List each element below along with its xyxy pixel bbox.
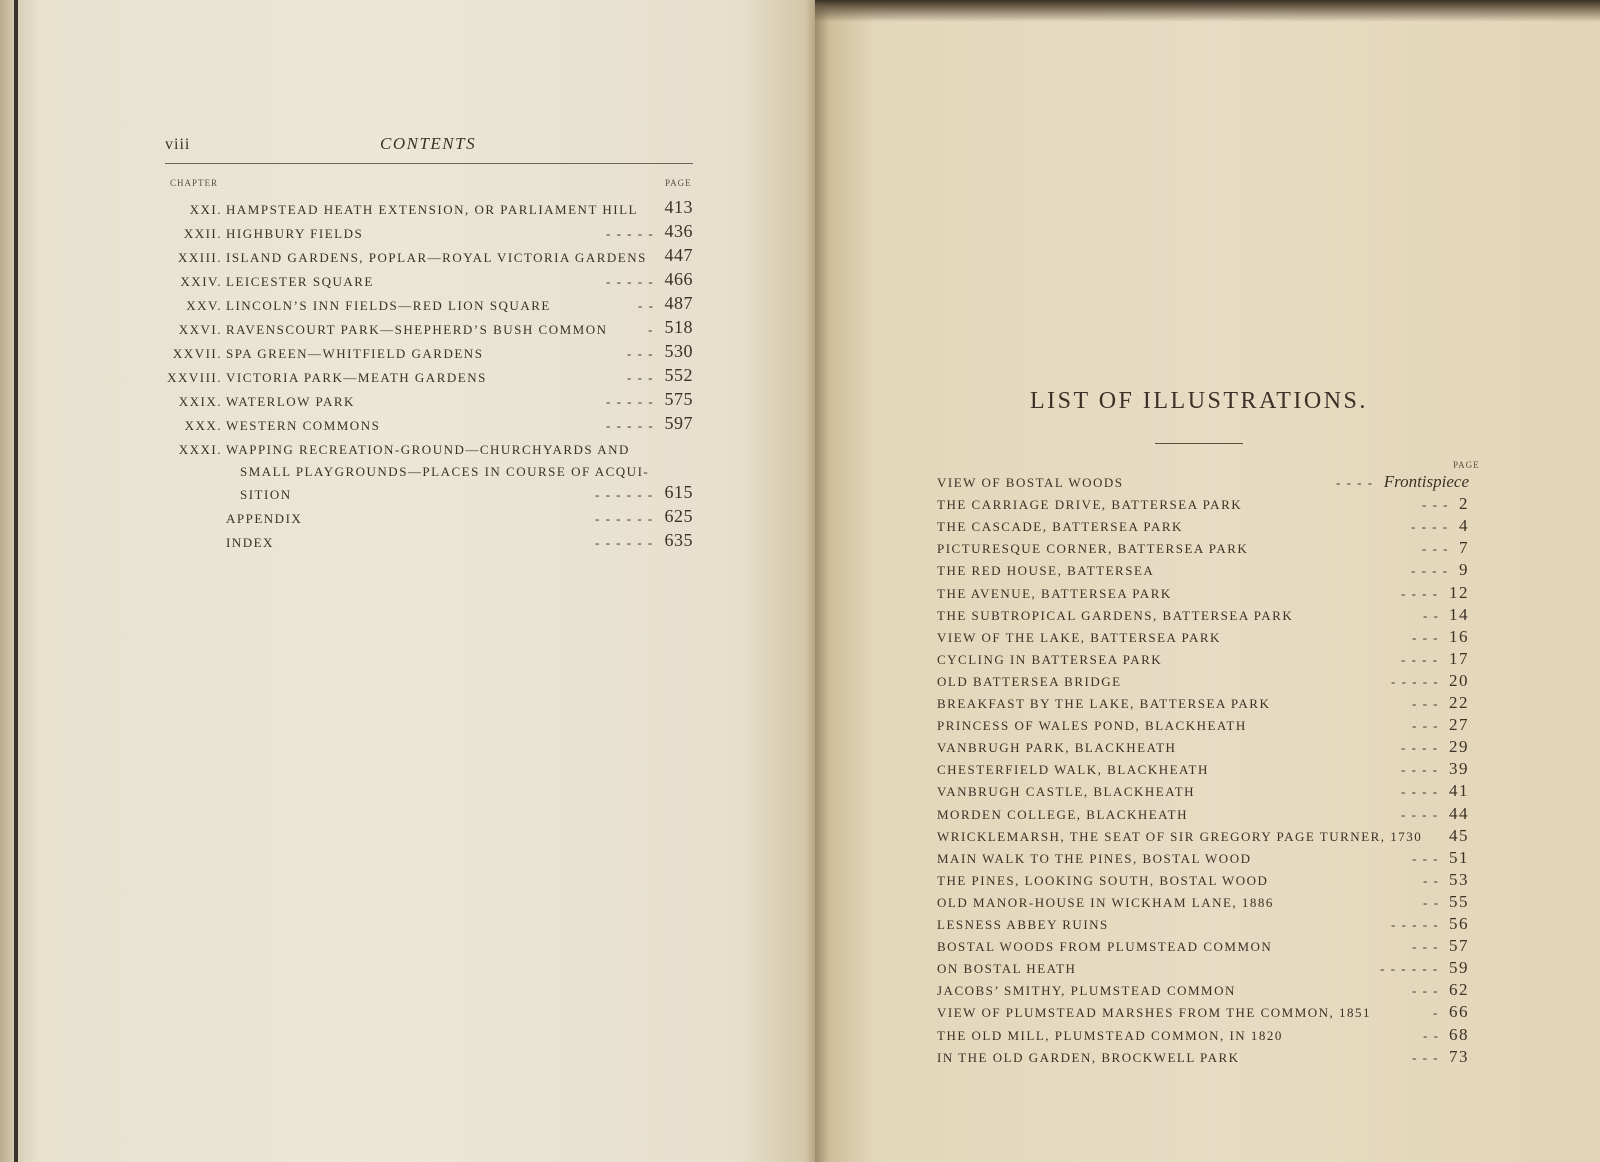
illustration-page-number: 27 [1449,715,1469,735]
toc-entry [160,269,693,296]
toc-chapter-number: XXX. [184,418,222,433]
illustration-entry [937,1003,1469,1025]
toc-entry-title: HIGHBURY FIELDS [226,226,364,241]
illustration-leader: - - - [1412,696,1439,711]
illustration-entry [937,628,1469,650]
illustration-entry [937,893,1469,915]
illustration-title: VIEW OF THE LAKE, BATTERSEA PARK [937,629,1221,645]
toc-page-number: 487 [664,293,693,313]
toc-page-number: 466 [664,269,693,289]
illustration-entry [937,517,1469,539]
toc-entry [160,389,693,416]
illustration-page-number: 16 [1449,626,1469,646]
illustration-leader: - - - - - [1391,917,1440,932]
illustration-page-number: 44 [1449,803,1469,823]
toc-page-number: 436 [664,221,693,241]
toc-page-number: 635 [664,530,693,550]
illustration-leader: - - - - [1401,762,1439,778]
illustration-title: CYCLING IN BATTERSEA PARK [937,651,1163,667]
illustration-leader: - - - [1412,718,1439,734]
illustration-entry [937,561,1469,583]
illustration-entry [937,849,1469,871]
illustration-title: PRINCESS OF WALES POND, BLACKHEATH [937,718,1247,734]
toc-entry [160,245,693,272]
illustration-page-number: 59 [1449,958,1469,978]
toc-entry-title: WATERLOW PARK [226,394,355,409]
illustration-title: THE CARRIAGE DRIVE, BATTERSEA PARK [937,497,1243,513]
illustration-entry [937,760,1469,782]
toc-leader: - - - - - [606,274,655,289]
illustration-entry [937,782,1469,804]
illustration-leader: - - - - [1401,651,1439,667]
toc-page-number: 518 [664,317,693,337]
toc-page-number: 413 [664,197,693,217]
illustration-leader: - - - [1412,629,1439,645]
illustration-entry [937,473,1469,495]
illustrations-title: LIST OF ILLUSTRATIONS. [1030,388,1368,414]
illustration-leader: - - - - [1401,806,1439,822]
illustration-leader: - - - [1412,1049,1439,1065]
toc-entry [160,413,693,440]
toc-leader: - - - - - - [595,487,654,502]
illustration-title: ON BOSTAL HEATH [937,961,1077,977]
toc-chapter-number: XXIII. [177,250,222,265]
illustration-title: BREAKFAST BY THE LAKE, BATTERSEA PARK [937,696,1271,711]
toc-entry-title: LEICESTER SQUARE [226,274,374,289]
illustration-page-number: 17 [1449,648,1469,668]
illustration-title: THE OLD MILL, PLUMSTEAD COMMON, IN 1820 [937,1027,1283,1043]
illustration-entry [937,584,1469,606]
toc-chapter-number: XXV. [186,298,222,313]
toc-entry-title: WAPPING RECREATION-GROUND—CHURCHYARDS AND [226,442,630,457]
illustration-leader: - - - [1422,541,1449,557]
toc-entry-title: LINCOLN’S INN FIELDS—RED LION SQUARE [226,298,551,313]
binding-edge [14,0,18,1162]
toc-page-number: 552 [664,365,693,385]
illustration-title: MAIN WALK TO THE PINES, BOSTAL WOOD [937,850,1252,866]
illustration-page-number: 56 [1449,914,1469,933]
illustration-title: CHESTERFIELD WALK, BLACKHEATH [937,762,1209,778]
toc-entry-title: VICTORIA PARK—MEATH GARDENS [226,370,487,385]
illustration-title: VANBRUGH PARK, BLACKHEATH [937,740,1177,756]
illustration-title: WRICKLEMARSH, THE SEAT OF SIR GREGORY PAGE TURNER, 1730 [937,828,1423,844]
running-head [165,136,693,160]
toc-chapter-number: XXVII. [172,346,222,361]
illustration-leader: - - - - [1411,519,1449,535]
illustration-title: OLD MANOR-HOUSE IN WICKHAM LANE, 1886 [937,894,1274,910]
illustration-title: JACOBS’ SMITHY, PLUMSTEAD COMMON [937,983,1236,999]
illustration-title: THE RED HOUSE, BATTERSEA [937,563,1155,579]
continuation-line: SMALL PLAYGROUNDS—PLACES IN COURSE OF ACQUI- [240,464,650,479]
illustration-entry [937,1026,1469,1048]
illustration-page-number: 20 [1449,670,1469,690]
toc-page-number: 447 [664,245,693,265]
toc-leader: - - - - - - [595,535,654,550]
toc-leader: - [648,322,654,337]
toc-entry-title: INDEX [226,535,274,550]
illustration-title: MORDEN COLLEGE, BLACKHEATH [937,806,1188,822]
illustration-page-number: 41 [1449,781,1469,801]
toc-page-number: 625 [664,506,693,526]
illustration-entry [937,959,1469,981]
illustration-page-number: 66 [1449,1002,1469,1022]
illustration-entry [937,937,1469,959]
illustration-entry [937,539,1469,561]
illustration-entry [937,805,1469,827]
toc-leader: - - [638,298,655,313]
illustration-page-number: 73 [1449,1046,1469,1066]
illustration-leader: - - [1423,607,1440,623]
illustration-page-number: 51 [1449,847,1469,867]
illustration-leader: - - - [1412,983,1439,999]
illustration-page-number: Frontispiece [1383,472,1469,491]
illustration-page-number: 29 [1449,737,1469,757]
illustration-entry [937,716,1469,738]
illustration-entry [937,650,1469,672]
illustration-page-number: 14 [1449,604,1469,624]
illustration-entry [937,672,1469,694]
illustration-page-number: 39 [1449,759,1469,779]
toc-entry-index [160,530,693,557]
toc-entry-title: SITION [240,487,292,502]
illustration-title: IN THE OLD GARDEN, BROCKWELL PARK [937,1049,1240,1065]
title-rule [1155,443,1243,444]
page-top-shadow [815,0,1600,22]
running-title: CONTENTS [380,134,477,153]
illustration-page-number: 55 [1449,891,1469,911]
toc-entry [160,221,693,248]
illustration-page-number: 22 [1449,693,1469,712]
toc-entry-title: WESTERN COMMONS [226,418,381,433]
illustration-entry [937,738,1469,760]
toc-entry-appendix [160,506,693,533]
header-rule [165,163,693,164]
illustration-title: VIEW OF BOSTAL WOODS [937,475,1124,490]
illustration-entry [937,1048,1469,1070]
toc-entry [160,365,693,392]
toc-chapter-number: XXVIII. [167,370,222,385]
illustration-title: THE CASCADE, BATTERSEA PARK [937,519,1183,535]
illustration-page-number: 4 [1459,516,1469,536]
illustration-leader: - - - [1412,939,1439,955]
illustration-page-number: 12 [1449,582,1469,602]
page-folio: viii [165,136,191,153]
illustration-entry [937,871,1469,893]
toc-entry-title: RAVENSCOURT PARK—SHEPHERD’S BUSH COMMON [226,322,608,337]
illustration-page-number: 9 [1459,560,1469,580]
toc-chapter-number: XXI. [189,202,222,217]
toc-leader: - - - - - [606,394,655,409]
toc-entry [160,482,693,509]
illustration-page-number: 45 [1449,825,1469,845]
illustration-title: LESNESS ABBEY RUINS [937,917,1109,932]
illustration-page-number: 57 [1449,936,1469,956]
toc-leader: - - - [627,370,654,385]
toc-chapter-number: XXIX. [178,394,222,409]
toc-page-number: 597 [664,413,693,433]
toc-entry [160,440,693,464]
illustration-title: PICTURESQUE CORNER, BATTERSEA PARK [937,541,1249,557]
illustration-title: OLD BATTERSEA BRIDGE [937,673,1122,689]
illustration-page-number: 7 [1459,538,1469,558]
illustration-leader: - - - - [1401,740,1439,756]
illustration-title: BOSTAL WOODS FROM PLUMSTEAD COMMON [937,939,1273,955]
illustration-leader: - - - - [1336,475,1374,490]
illustration-leader: - - - - [1401,585,1439,601]
toc-leader: - - - - - [606,418,655,433]
illustration-leader: - - [1423,872,1440,888]
illustration-entry [937,827,1469,849]
toc-entry-title: SPA GREEN—WHITFIELD GARDENS [226,346,484,361]
illustration-page-number: 53 [1449,869,1469,889]
illustration-leader: - - - [1422,497,1449,513]
illustration-leader: - - - - - - [1380,961,1439,977]
illustration-title: VIEW OF PLUMSTEAD MARSHES FROM THE COMMON, 1851 [937,1005,1372,1021]
illustration-entry [937,606,1469,628]
illustration-page-number: 62 [1449,980,1469,1000]
toc-leader: - - - [627,346,654,361]
illustration-leader: - - - - [1401,784,1439,800]
illustration-leader: - - [1423,894,1440,910]
illustration-page-number: 2 [1459,494,1469,514]
page-column-label: PAGE [1453,460,1480,470]
toc-entry [160,293,693,320]
toc-chapter-number: XXIV. [180,274,222,289]
illustration-leader: - - [1423,1027,1440,1043]
illustration-title: THE AVENUE, BATTERSEA PARK [937,585,1172,601]
illustration-entry [937,981,1469,1003]
illustration-leader: - - - - - [1391,673,1440,689]
toc-chapter-number: XXII. [183,226,222,241]
toc-entry [160,317,693,344]
illustration-entry [937,495,1469,517]
toc-leader: - - - - - - [595,511,654,526]
toc-entry [160,197,693,224]
page-column-label: PAGE [665,178,692,188]
illustration-title: THE PINES, LOOKING SOUTH, BOSTAL WOOD [937,872,1269,888]
toc-entry-title: ISLAND GARDENS, POPLAR—ROYAL VICTORIA GARDENS [226,250,647,265]
illustration-title: VANBRUGH CASTLE, BLACKHEATH [937,784,1196,800]
illustration-title: THE SUBTROPICAL GARDENS, BATTERSEA PARK [937,607,1294,623]
illustration-leader: - - - [1412,850,1439,866]
toc-entry-title: APPENDIX [226,511,303,526]
illustration-entry [937,694,1469,716]
toc-leader: - - - - - [606,226,655,241]
toc-entry [160,341,693,368]
toc-page-number: 575 [664,389,693,409]
toc-page-number: 615 [664,482,693,502]
illustration-page-number: 68 [1449,1024,1469,1044]
illustration-leader: - [1433,1005,1439,1021]
toc-entry-title: HAMPSTEAD HEATH EXTENSION, OR PARLIAMENT HILL [226,202,638,217]
toc-chapter-number: XXVI. [178,322,222,337]
chapter-column-label: CHAPTER [170,178,219,188]
toc-page-number: 530 [664,341,693,361]
toc-chapter-number: XXXI. [178,442,222,457]
illustration-entry [937,915,1469,937]
illustration-leader: - - - - [1411,563,1449,579]
